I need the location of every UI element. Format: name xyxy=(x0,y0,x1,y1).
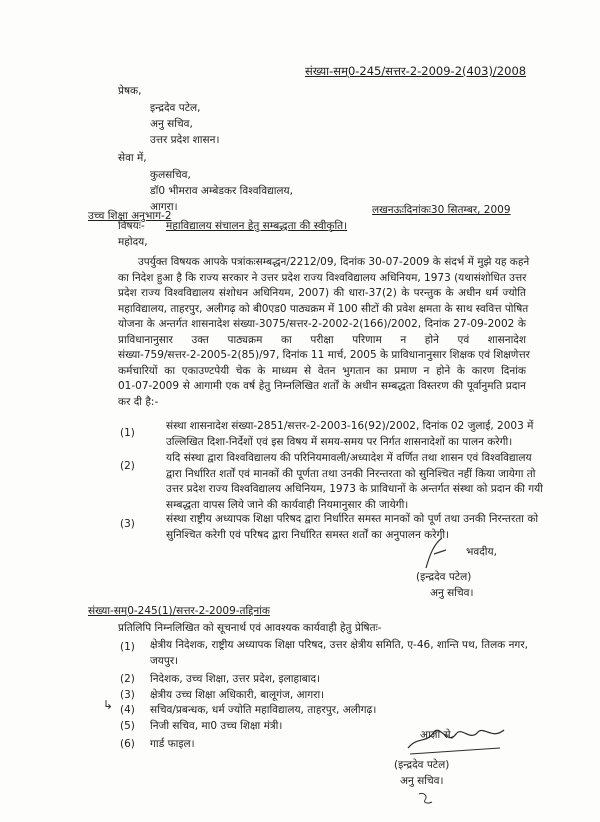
copy-item-text: जयपुर। xyxy=(150,655,179,667)
condition-line: संस्था शासनादेश संख्या-2851/सत्तर-2-2003-16(92)/2002, दिनांक 02 जुलाई, 2003 में xyxy=(166,420,534,432)
condition-text xyxy=(166,451,543,513)
copy-item-text: निजी सचिव, मा0 उच्च शिक्षा मंत्री। xyxy=(150,720,283,732)
condition-number: (2) xyxy=(120,460,135,472)
place-date: लखनऊःदिनांकः30 सितम्बर, 2009 xyxy=(372,204,511,216)
body-line: महाविद्यालय, ताहरपुर, अलीगढ़ को बी0एड0 पाठ्यक्रम में 100 सीटों की प्रवेश क्षमता के साथ स्ववित्त पोषित xyxy=(118,302,529,315)
body-line: का निदेश हुआ है कि राज्य सरकार ने उत्तर प्रदेश राज्य विश्वविद्यालय अधिनियम, 1973 (यथासंशोधित उत्तर xyxy=(118,271,527,284)
recipient-city: आगरा। xyxy=(150,201,178,213)
copy-item-number: (5) xyxy=(120,720,135,732)
reference-number: संख्या-सम्0-245/सत्तर-2-2009-2(403)/2008 xyxy=(305,64,527,78)
signatory-designation: अनु सचिव। xyxy=(430,587,474,599)
signature-mark xyxy=(400,718,510,758)
condition-line: सुनिश्चित करेगी एवं परिषद द्वारा निर्धारित समस्त शर्तों का अनुपालन करेगी। xyxy=(166,528,450,541)
sender-name: इन्द्रदेव पटेल, xyxy=(150,102,201,114)
copy-intro: प्रतिलिपि निम्नलिखित को सूचनार्थ एवं आवश्यक कार्यवाही हेतु प्रेषितः- xyxy=(118,622,382,634)
body-line: योजना के अन्तर्गत शासनादेश संख्या-3075/सत्तर-2-2002-2(166)/2002, दिनांक 27-09-2002 के xyxy=(118,318,526,330)
copy-signatory-name: (इन्द्रदेव पटेल) xyxy=(394,759,450,771)
condition-line: उल्लिखित दिशा-निर्देशों एवं इस विषय में समय-समय पर निर्गत शासनादेशों का पालन करेगी। xyxy=(166,435,513,448)
body-paragraph xyxy=(118,255,530,410)
copy-item-number: (3) xyxy=(120,689,135,701)
signatory-name: (इन्द्रदेव पटेल) xyxy=(416,571,472,583)
body-line: कर दी है:- xyxy=(118,395,159,408)
recipient-title: कुलसचिव, xyxy=(150,169,191,181)
initial-mark xyxy=(416,790,436,806)
body-line: 01-07-2009 से आगामी एक वर्ष हेतु निम्नलिखित शर्तों के अधीन सम्बद्धता विस्तरण की पूर्वानुमति प्रदान xyxy=(118,380,526,392)
body-line: प्रदेश राज्य विश्वविद्यालय संशोधन अधिनियम, 2007) की धारा-37(2) के परन्तुक के अधीन धर्म ज्योति xyxy=(118,287,526,299)
copy-item-number: (1) xyxy=(120,641,135,653)
copy-item-text: सचिव/प्रबन्धक, धर्म ज्योति महाविद्यालय, ताहरपुर, अलीगढ़। xyxy=(150,704,377,716)
subject-label: विषयः- xyxy=(118,220,145,232)
condition-line: उत्तर प्रदेश राज्य विश्वविद्यालय अधिनियम, 1973 के प्राविधानों के अन्तर्गत संस्था को प्रदान की गयी xyxy=(166,483,543,495)
sender-designation: अनु सचिव, xyxy=(150,118,193,130)
body-line: संख्या-759/सत्तर-2-2005-2(85)/97, दिनांक 11 मार्च, 2005 के प्राविधानानुसार शिक्षक एवं शिक्षणेत्तर xyxy=(118,349,530,361)
body-line: कर्मचारियों का एकाउण्टपेयी चेक के माध्यम से वेतन भुगतान का प्रमाण न होने के कारण दिनांक xyxy=(118,364,526,377)
copy-item-number: (2) xyxy=(120,673,135,685)
condition-line: संस्था राष्ट्रीय अध्यापक शिक्षा परिषद द्वारा निर्धारित समस्त मानकों को पूर्ण तथा उनकी निरन्तरता को xyxy=(166,513,539,525)
subject-text: महाविद्यालय संचालन हेतु सम्बद्धता की स्वीकृति। xyxy=(166,220,348,232)
copy-signatory-designation: अनु सचिव। xyxy=(400,775,444,787)
signature-mark xyxy=(420,536,460,570)
to-label: सेवा में, xyxy=(118,152,147,164)
condition-line: द्वारा निर्धारित शर्तों एवं मानकों की पूर्णता तथा उनकी निरन्तरता को सुनिश्चित नहीं किया जायेगा तो xyxy=(166,467,536,480)
handwritten-mark: ↳ xyxy=(103,698,114,712)
copy-item-number: (4) xyxy=(120,704,135,716)
regards: भवदीय, xyxy=(466,546,497,558)
copy-item-text: क्षेत्रीय उच्च शिक्षा अधिकारी, बालूगंज, आगरा। xyxy=(150,689,325,701)
copy-item-text: निदेशक, उच्च शिक्षा, उत्तर प्रदेश, इलाहाबाद। xyxy=(150,673,321,685)
condition-number: (3) xyxy=(120,518,135,530)
condition-line: सम्बद्धता वापस लिये जाने की कार्यवाही नियमानुसार की जायेगी। xyxy=(166,498,409,511)
condition-line: यदि संस्था द्वारा विश्वविद्यालय की परिनियमावली/अध्यादेश में वर्णित तथा शासन एवं विश्वविद्यालय xyxy=(166,452,532,464)
salutation: महोदय, xyxy=(118,236,148,248)
copy-item-number: (6) xyxy=(120,738,135,750)
from-label: प्रेषक, xyxy=(118,85,142,97)
body-line: उपर्युक्त विषयक आपके पत्रांकःसम्बद्धन/2212/09, दिनांक 30-07-2009 के संदर्भ में मुझे यह कहने xyxy=(138,256,530,268)
section-name: उच्च शिक्षा अनुभाग-2 xyxy=(88,210,172,222)
order-line: आज्ञा से, xyxy=(420,729,454,741)
copy-reference: संख्या-सम्0-245(1)/सत्तर-2-2009-तद्दिनांक xyxy=(88,605,270,617)
copy-item-text: क्षेत्रीय निदेशक, राष्ट्रीय अध्यापक शिक्षा परिषद, उत्तर क्षेत्रीय समिति, ए-46, शान्ति पथ, तिलक नगर, xyxy=(150,639,528,651)
condition-text xyxy=(166,512,539,543)
copy-item-text: गार्ड फाइल। xyxy=(150,738,195,750)
condition-text xyxy=(166,419,534,450)
sender-office: उत्तर प्रदेश शासन। xyxy=(150,134,220,146)
recipient-university: डॉ0 भीमराव अम्बेडकर विश्वविद्यालय, xyxy=(150,185,293,197)
condition-number: (1) xyxy=(120,427,135,439)
body-line: प्राविधानानुसार उक्त पाठ्यक्रम का परीक्षा परिणाम न होने एवं शासनादेश xyxy=(118,333,526,346)
